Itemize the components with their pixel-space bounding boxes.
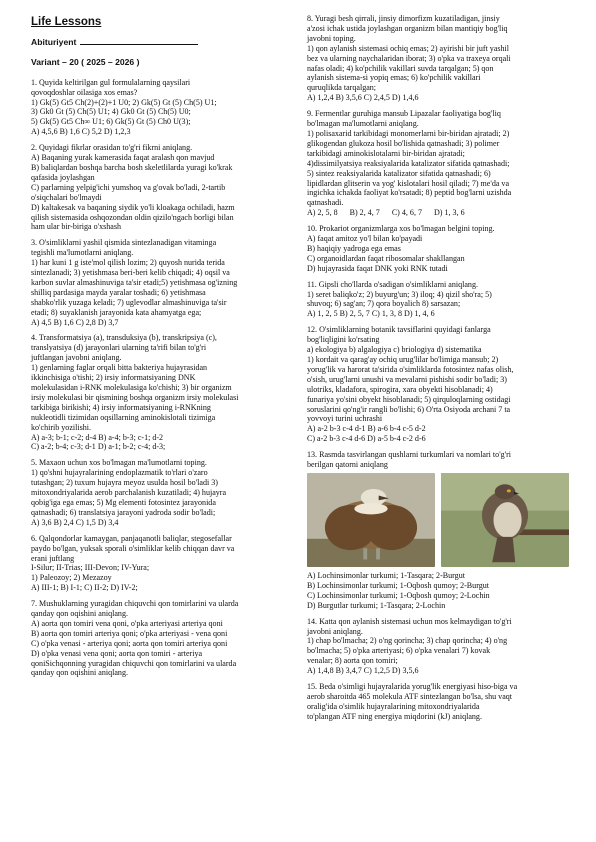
question-1 (31, 78, 293, 137)
question-line: 11. Gipsli cho'llarda o'sadigan o'simliklarni aniqlang. (307, 279, 478, 289)
question-line: 1) har kuni 1 g iste'mol qilish lozim; 2) quyosh nurida terida (31, 258, 225, 268)
question-line: 5. Maxaon uchun xos bo'lmagan ma'lumotlarni toping. (31, 458, 207, 468)
right-column (307, 14, 569, 728)
question-line: 12. O'simliklarning botanik tavsiflarini quyidagi fanlarga (307, 325, 491, 335)
question-line: C) organoidlardan faqat ribosomalar shakllangan (307, 253, 465, 263)
variant-line: Variant – 20 ( 2025 – 2026 ) (31, 56, 140, 67)
question-line: tegishli ma'lumotlarni aniqlang. (31, 248, 134, 258)
question-list-left (31, 78, 293, 679)
question-line: qatnashadi. (307, 198, 344, 208)
question-line: 1) kordait va qarag'ay ochiq urug'lilar bo'limiga mansub; 2) (307, 355, 499, 364)
question-2 (31, 143, 293, 232)
question-line: 1) qon aylanish sistemasi ochiq emas; 2) ayirishi bir juft yashil (307, 43, 510, 53)
question-line: quruqlikda tarqalgan; (307, 83, 377, 93)
question-line: qanday qon oqishini aniqlang. (31, 668, 128, 678)
question-line: ulotriks, kladafora, spirogira, xara obyekti hisoblanadi; 4) (307, 384, 493, 394)
question-line: 10. Prokariot organizmlarga xos bo'lmagan belgini toping. (307, 224, 495, 234)
question-line: 2. Quyidagi fikrlar orasidan to'g'ri fikrni aniqlang. (31, 143, 193, 153)
question-line: 3) Gk0 Gt (5) Ch(5) U1; 4) Gk0 Gt (5) Ch(5) U0; (31, 107, 191, 117)
question-line: 1) seret baliqko'z; 2) buyurg'un; 3) iloq; 4) qizil sho'ra; 5) (307, 289, 492, 299)
question-line: A) 4,5 B) 1,6 C) 2,8 D) 3,7 (31, 317, 119, 327)
answer-option: A) Lochinsimonlar turkumi; 1-Tasqara; 2-Burgut (307, 570, 465, 580)
question-6 (31, 534, 293, 593)
question-line: A) aorta qon tomiri vena qoni, o'pka arteriyasi arteriya qoni (31, 618, 223, 628)
question-line: 9. Fermentlar guruhiga mansub Lipazalar faoliyatiga bog'liq (307, 109, 501, 119)
question-line: venalar; 8) aorta qon tomiri; (307, 656, 398, 666)
left-column (31, 14, 293, 684)
answer-option: A) 2, 5, 8 (307, 208, 338, 218)
answer-option: D) 1, 3, 6 (434, 208, 465, 218)
question-line: yorug'lik va harorat ta'sirida o'simliklarda fotosintez nafas olish, (307, 364, 514, 374)
answer-option: C) 4, 6, 7 (391, 208, 422, 218)
question-line: 14. Katta qon aylanish sistemasi uchun mos kelmaydigan to'g'ri (307, 616, 512, 626)
question-3 (31, 238, 293, 327)
question-line: javobni toping. (307, 33, 356, 43)
answer-option: C) Lochinsimonlar turkumi; 1-Oqbosh qumoy; 2-Lochin (307, 590, 490, 600)
question-line: aerob sharoitda 465 molekula ATF sintezlangan bo'lsa, shu vaqt (307, 691, 513, 701)
answer-option: B) Lochinsimonlar turkumi; 1-Oqbosh qumoy; 2-Burgut (307, 580, 490, 590)
question-line: shabko'rlik yuzaga keladi; 7) uglevodlar almashinuviga ta'sir (31, 297, 227, 307)
question-line: 1) genlarning faglar orqali bitta bakteriya hujayrasidan (31, 363, 208, 373)
question-9 (307, 109, 569, 218)
question-line: A) a-2 b-3 c-4 d-1 B) a-6 b-4 c-5 d-2 (307, 424, 426, 434)
question-line: o'sish, urug'larni unushi va mevalarni pishishi sodir bo'ladi; 3) (307, 374, 507, 384)
question-line: 1) qo'shni hujayralarining endoplazmatik to'rlari o'zaro (31, 468, 208, 478)
question-line: A) faqat amitoz yo'l bilan ko'payadi (307, 234, 423, 244)
question-line: C) parlarning yelpig'ichi yumshoq va g'ovak bo'ladi, 2-tartib (31, 182, 226, 192)
question-line: 1. Quyida keltirilgan gul formulalarning qaysilari (31, 77, 191, 87)
question-line: molekulasidan i-RNK molekulasiga ko'chishi; 3) bir organizm (31, 383, 232, 392)
question-line: bog'liqligini ko'rsating (307, 335, 380, 345)
vulture-photo (307, 473, 435, 567)
question-line: 15. Beda o'simligi hujayralarida yorug'lik energiyasi hiso-biga va (307, 682, 518, 692)
question-line: bo'lmacha; 5) o'pka arteriyasi; 6) o'pka venalari 7) kovak (307, 646, 491, 656)
question-line: shilliq pardasiga mayda yaralar toshadi; 6) yetishmasa (31, 287, 206, 297)
question-line: oralig'ida o'simlik hujayralarining mitoxondriyalarida (307, 701, 480, 711)
question-14 (307, 617, 569, 676)
question-line: A) III-1; B) I-1; C) II-2; D) IV-2; (31, 583, 138, 593)
question-line: paydo bo'lgan, yuksak sporali o'simliklar kelib chiqqan davr va (31, 543, 235, 553)
question-line: D) kaltakesak va baqaning siydik yo'li kloakaga ochiladi, hazm (31, 202, 235, 212)
question-line: a) ekologiya b) algalogiya c) briologiya d) sistematika (307, 345, 482, 355)
question-line: qilish sistemasida oshqozondan oldin qizilo'ngach borligi bilan (31, 212, 234, 222)
question-line: qoniSichqonning yuragidan chiquvchi qon tomirlarini va ularda (31, 658, 237, 668)
question-4 (31, 333, 293, 452)
question-8 (307, 14, 569, 103)
question-line: sintezlanadi; 3) yetishmasa beri-beri kelib chiqadi; 4) oqsil va (31, 268, 230, 278)
question-line: soruslarini qo'ng'ir rangli bo'lishi; 6) O'rta Osiyoda archani 7 ta (307, 404, 511, 414)
question-line: funariya yo'sini obyekt hisoblanadi; 5) qirquloqlarning ostidagi (307, 394, 511, 404)
question-line: a'zosi ichak ustida joylashgan organizm bilan mantiqiy bog'liq (307, 23, 508, 33)
question-line: etadi; 8) suyaklanish jarayonida kata ahamyatga ega; (31, 307, 202, 317)
question-line: qafasida joylashgan (31, 172, 95, 182)
question-line: bez va ularning naychalaridan iborat; 3) o'pka va traxeya orqali (307, 53, 511, 63)
question-line: 5) Gk(5) Gt5 Ch∞ U1; 6) Gk(5) Gt (5) Ch0 U(3); (31, 117, 191, 127)
question-line: translyatsiya (d) jarayonlari ularning ta'rifi bilan to'g'ri (31, 343, 207, 353)
question-line: qatnashadi; 6) translatsiya jarayoni yadroda sodir bo'ladi; (31, 507, 216, 517)
hawk-photo (441, 473, 569, 567)
question-5 (31, 458, 293, 527)
bird-photos (307, 473, 569, 567)
question-line: lipidlardan glitserin va yog' kislotalari hosil qiladi; 7) me'da va (307, 178, 510, 188)
question-line: A) 1,2,4 B) 3,5,6 C) 2,4,5 D) 1,4,6 (307, 93, 419, 103)
question-line: C) a-2 b-3 c-4 d-6 D) a-5 b-4 c-2 d-6 (307, 434, 426, 444)
question-line: ham ular bir-biriga o'xshash (31, 222, 122, 232)
answer-options-line (307, 208, 569, 218)
question-line: qanday qon oqishini aniqlang. (31, 609, 128, 619)
question-line: aylanish sistema-si yopiq emas; 6) ko'pchilik vakillari (307, 73, 481, 83)
question-15 (307, 682, 569, 722)
question-line: B) baliqlardan boshqa barcha bosh skeletlilarda yuragi ko'krak (31, 162, 233, 172)
question-line: 5) sintez reaksiyalarida katalizator sifatida qatnashadi; 6) (307, 168, 491, 178)
question-line: A) a-3; b-1; c-2; d-4 B) a-4; b-3; c-1; d-2 (31, 432, 164, 442)
question-12 (307, 325, 569, 444)
question-line: erani juftlang (31, 553, 75, 563)
question-line: ko'chirib yozilishi. (31, 422, 92, 432)
question-line: 1) Gk(5) Gt5 Ch(2)+(2)+1 U0; 2) Gk(5) Gt (5) Ch(5) U1; (31, 97, 217, 107)
name-blank[interactable] (80, 36, 198, 45)
question-line: berilgan qatorni aniqlang (307, 460, 388, 470)
question-line: tarkibiga birikishi; 4) irsiy informatsiyaning i-RNKning (31, 402, 211, 412)
question-line: mitoxondriyalarida aerob parchalanish kuzatiladi; 4) hujayra (31, 488, 227, 498)
question-line: tarkibidagi aminokislotalarni bir-biridan ajratadi; (307, 148, 465, 158)
question-10 (307, 224, 569, 274)
question-line: A) 1, 2, 5 B) 2, 5, 7 C) 1, 3, 8 D) 1, 4, 6 (307, 309, 435, 319)
applicant-line (31, 36, 293, 48)
applicant-label: Abituriyent (31, 36, 77, 47)
question-line: C) a-2; b-4; c-3; d-1 D) a-1; b-2; c-4; d-3; (31, 442, 166, 452)
question-line: nukleotidli tizimidan oqsillarning aminokislotali tizimiga (31, 412, 216, 422)
question-line: bo'lmagan ma'lumotlarni aniqlang. (307, 119, 419, 129)
question-13 (307, 450, 569, 610)
question-line: ikkinchisiga o'tishi; 2) irsiy informatsiyaning DNK (31, 373, 196, 383)
question-line: nafas oladi; 4) ko'pchilik vakillari suvda tarqalgan; 5) qon (307, 63, 494, 73)
question-line: o'siqchalari bo'lmaydi (31, 192, 102, 202)
question-line: I-Silur; II-Trias; III-Devon; IV-Yura; (31, 563, 150, 573)
question-line: qobig'iga ega emas; 5) Mg elementi fotosintez jarayonida (31, 497, 216, 507)
question-11 (307, 280, 569, 320)
answer-option: B) 2, 4, 7 (349, 208, 380, 218)
question-7 (31, 599, 293, 678)
question-line: A) 1,4,8 B) 3,4,7 C) 1,2,5 D) 3,5,6 (307, 666, 419, 676)
question-list-right (307, 14, 569, 722)
question-line: D) hujayrasida faqat DNK yoki RNK tutadi (307, 263, 448, 273)
question-line: 8. Yuragi besh qirrali, jinsiy dimorfizm kuzatiladigan, jinsiy (307, 14, 500, 23)
question-line: 1) chap bo'lmacha; 2) o'ng qorincha; 3) chap qorincha; 4) o'ng (307, 636, 508, 646)
question-line: A) 3,6 B) 2,4 C) 1,5 D) 3,4 (31, 517, 119, 527)
question-line: yovvoyi turini uchrashi (307, 414, 383, 424)
question-line: 4. Transformatsiya (a), transduksiya (b), transkripsiya (c), (31, 333, 217, 343)
question-line: A) 4,5,6 B) 1,6 C) 5,2 D) 1,2,3 (31, 127, 131, 137)
question-line: 7. Mushuklarning yuragidan chiquvchi qon tomirlarini va ularda (31, 599, 239, 609)
question-line: 4)dissimilyatsiya reaksiyalarida katalizator sifatida qatnashadi; (307, 158, 510, 168)
question-line: 1) polisaxarid tarkibidagi monomerlarni bir-biridan ajratadi; 2) (307, 128, 510, 138)
question-line: A) Baqaning yurak kamerasida faqat aralash qon mavjud (31, 153, 215, 163)
question-line: 1) Paleozoy; 2) Mezazoy (31, 573, 112, 583)
question-line: karbon suvlar almashinuviga ta'sir etadi;5) yetishmasa og'izning (31, 277, 238, 287)
question-line: glikogendan glukoza hosil bo'lishida qatnashadi; 3) polimer (307, 138, 500, 148)
question-line: B) haqiqiy yadroga ega emas (307, 243, 401, 253)
question-line: qovoqdoshlar oilasiga xos emas? (31, 87, 138, 97)
question-line: shuvoq; 6) sag'an; 7) qora boyalich 8) sarsazan; (307, 299, 461, 309)
page-title: Life Lessons (31, 16, 102, 28)
question-line: C) o'pka venasi - arteriya qoni; aorta qon tomiri arteriya qoni (31, 638, 228, 648)
question-line: to'plangan ATF ning energiya miqdorini (kJ) aniqlang. (307, 711, 482, 721)
question-line: 3. O'simliklarni yashil qismida sintezlanadigan vitaminga (31, 238, 217, 248)
question-line: ingichka ichakda faoliyat ko'rsatadi; 8) peptid bog'larni uzishda (307, 188, 512, 198)
answer-option: D) Burgutlar turkumi; 1-Tasqara; 2-Lochin (307, 600, 446, 610)
question-line: irsiy molekulasi bir qismining boshqa organizm irsiy molekulasi (31, 392, 239, 402)
question-line: 13. Rasmda tasvirlangan qushlarni turkumlari va nomlari to'g'ri (307, 450, 512, 460)
question-line: B) aorta qon tomiri arteriya qoni; o'pka arteriyasi - vena qoni (31, 628, 228, 638)
question-line: D) o'pka venasi vena qoni; aorta qon tomiri - arteriya (31, 648, 203, 658)
question-line: 6. Qalqondorlar kamaygan, panjaqanotli baliqlar, stegosefallar (31, 533, 232, 543)
question-line: juftlangan javobni aniqlang. (31, 353, 122, 363)
question-line: tutashgan; 2) tuxum hujayra meyoz usulda hosil bo'ladi 3) (31, 478, 218, 488)
question-line: javobni aniqlang. (307, 626, 363, 636)
